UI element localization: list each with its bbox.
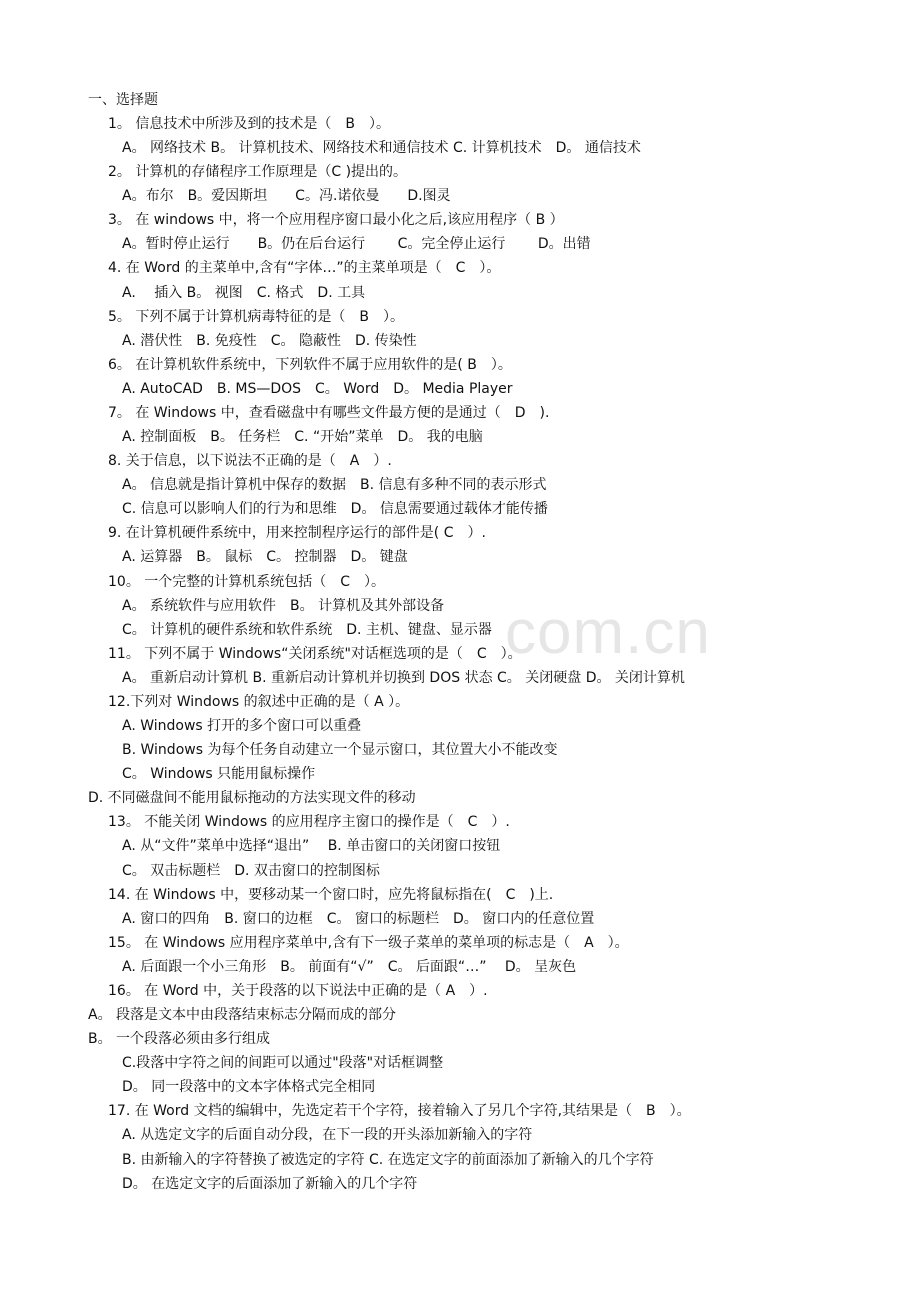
question-1: 1。 信息技术中所涉及到的技术是（ B ）。: [108, 116, 390, 132]
question-14-options: A. 窗口的四角 B. 窗口的边框 C。 窗口的标题栏 D。 窗口内的任意位置: [122, 911, 595, 927]
question-6: 6。 在计算机软件系统中，下列软件不属于应用软件的是( B ）。: [108, 357, 512, 373]
question-12-option-b: B. Windows 为每个任务自动建立一个显示窗口，其位置大小不能改变: [122, 742, 558, 758]
question-17-option-d: D。 在选定文字的后面添加了新输入的几个字符: [122, 1176, 418, 1192]
question-15: 15。 在 Windows 应用程序菜单中,含有下一级子菜单的菜单项的标志是（ A ）。: [108, 935, 629, 951]
question-10-options-2: C。 计算机的硬件系统和软件系统 D. 主机、键盘、显示器: [122, 622, 492, 638]
question-11-options: A。 重新启动计算机 B. 重新启动计算机并切换到 DOS 状态 C。 关闭硬盘 D。 关闭计算机: [122, 670, 685, 686]
question-17-option-bc: B. 由新输入的字符替换了被选定的字符 C. 在选定文字的前面添加了新输入的几个字符: [122, 1152, 654, 1168]
section-title: 一、选择题: [88, 92, 158, 108]
question-10: 10。 一个完整的计算机系统包括（ C ）。: [108, 574, 386, 590]
question-1-options: A。 网络技术 B。 计算机技术、网络技术和通信技术 C. 计算机技术 D。 通信技术: [122, 140, 641, 156]
question-16-option-d: D。 同一段落中的文本字体格式完全相同: [122, 1079, 376, 1095]
question-9-options: A. 运算器 B。 鼠标 C。 控制器 D。 键盘: [122, 549, 408, 565]
question-15-options: A. 后面跟一个小三角形 B。 前面有“√” C。 后面跟“…” D。 呈灰色: [122, 959, 577, 975]
question-17: 17. 在 Word 文档的编辑中，先选定若干个字符，接着输入了另几个字符,其结果是（ B ）。: [108, 1103, 691, 1119]
question-12: 12.下列对 Windows 的叙述中正确的是（ A ）。: [108, 694, 410, 710]
question-13-options-2: C。 双击标题栏 D. 双击窗口的控制图标: [122, 863, 380, 879]
question-12-option-c: C。 Windows 只能用鼠标操作: [122, 766, 316, 782]
question-14: 14. 在 Windows 中，要移动某一个窗口时，应先将鼠标指在( C )上.: [108, 887, 554, 903]
question-12-option-a: A. Windows 打开的多个窗口可以重叠: [122, 718, 362, 734]
question-3: 3。 在 windows 中，将一个应用程序窗口最小化之后,该应用程序（ B ）: [108, 212, 564, 228]
question-13: 13。 不能关闭 Windows 的应用程序主窗口的操作是（ C ）.: [108, 814, 510, 830]
question-16-option-a: A。 段落是文本中由段落结束标志分隔而成的部分: [88, 1007, 397, 1023]
question-16: 16。 在 Word 中，关于段落的以下说法中正确的是（ A ）.: [108, 983, 488, 999]
question-13-options-1: A. 从“文件”菜单中选择“退出” B. 单击窗口的关闭窗口按钮: [122, 838, 501, 854]
watermark: com.cn: [505, 598, 711, 667]
question-4: 4. 在 Word 的主菜单中,含有“字体…”的主菜单项是（ C ）。: [108, 260, 501, 276]
question-17-option-a: A. 从选定文字的后面自动分段，在下一段的开头添加新输入的字符: [122, 1127, 533, 1143]
question-3-options: A。暂时停止运行 B。仍在后台运行 C。完全停止运行 D。出错: [122, 236, 591, 252]
question-8-options-2: C. 信息可以影响人们的行为和思维 D。 信息需要通过载体才能传播: [122, 501, 548, 517]
question-8: 8. 关于信息，以下说法不正确的是（ A ）.: [108, 453, 392, 469]
question-11: 11。 下列不属于 Windows“关闭系统"对话框选项的是（ C ）。: [108, 646, 522, 662]
question-7-options: A. 控制面板 B。 任务栏 C. “开始”菜单 D。 我的电脑: [122, 429, 483, 445]
question-5-options: A. 潜伏性 B. 免疫性 C。 隐蔽性 D. 传染性: [122, 333, 417, 349]
question-8-options-1: A。 信息就是指计算机中保存的数据 B. 信息有多种不同的表示形式: [122, 477, 547, 493]
question-7: 7。 在 Windows 中，查看磁盘中有哪些文件最方便的是通过（ D ).: [108, 405, 550, 421]
question-4-options: A. 插入 B。 视图 C. 格式 D. 工具: [122, 285, 366, 301]
question-16-option-c: C.段落中字符之间的间距可以通过"段落"对话框调整: [122, 1055, 444, 1071]
question-2: 2。 计算机的存储程序工作原理是（C )提出的。: [108, 164, 408, 180]
question-12-option-d: D. 不同磁盘间不能用鼠标拖动的方法实现文件的移动: [88, 790, 416, 806]
question-2-options: A。布尔 B。爱因斯坦 C。冯.诺依曼 D.图灵: [122, 188, 451, 204]
question-6-options: A. AutoCAD B. MS—DOS C。 Word D。 Media Player: [122, 381, 513, 397]
question-9: 9. 在计算机硬件系统中，用来控制程序运行的部件是( C ）.: [108, 525, 486, 541]
question-10-options-1: A。 系统软件与应用软件 B。 计算机及其外部设备: [122, 598, 445, 614]
question-5: 5。 下列不属于计算机病毒特征的是（ B ）。: [108, 309, 404, 325]
question-16-option-b: B。 一个段落必须由多行组成: [88, 1031, 271, 1047]
